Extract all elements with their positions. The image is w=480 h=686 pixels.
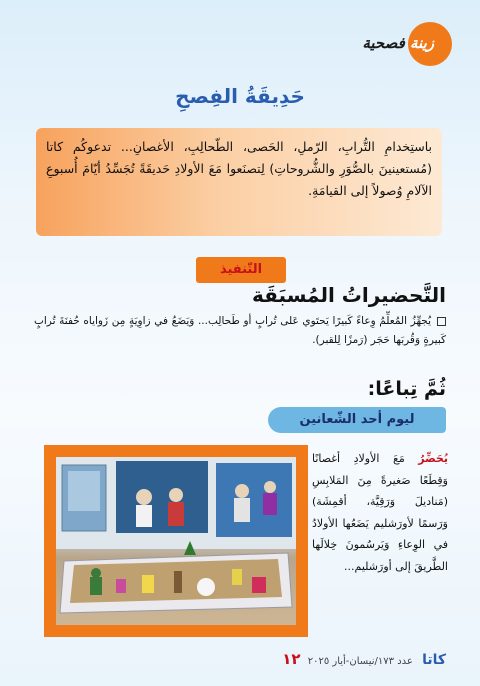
- prep-paragraph: [34, 312, 446, 350]
- prep-text: يُجهِّزُ المُعلِّمُ وِعاءً كَبيرًا يَحتَوي عَلى تُرابٍ أو طَحالِب... وَيَضَعُ في زاوِيَةٍ مِن زَواياه حُفنَةَ تُرابٍ كَبيرةٍ وَقُربَها حَجَر (رَمزًا لِلقبر).: [34, 315, 446, 346]
- garden-illustration: [56, 457, 296, 625]
- then-heading: ثُمَّ تِباعًا:: [367, 378, 446, 400]
- page-number: ١٢: [282, 650, 301, 668]
- paragraph-text: مَعَ الأولادِ أغصانًا وَقِطَعًا صَغيرةً مِنَ المَلابِسِ (مَناديلَ وَرَقِيَّة، أقمِشَة) وَرَسمًا لأورَشليم يَضَعُها الأولادُ في الوِعاءِ وَيَرسُمونَ خِلالَها الطَّريقَ إلى أورَشليم...: [312, 452, 448, 573]
- footer-brand: كاتا: [422, 652, 446, 668]
- magazine-badge: [302, 22, 452, 66]
- paragraph-lead: يُحَضِّرُ: [418, 452, 448, 465]
- footer-issue: عدد ١٧٣/نيسان-أيار ٢٠٢٥: [307, 656, 413, 667]
- garden-photo-frame: [44, 445, 308, 637]
- badge-word-1: زينة: [410, 34, 434, 52]
- badge-word-2: فصحية: [362, 34, 405, 52]
- page-footer: [282, 650, 446, 668]
- badge-text: [362, 34, 434, 52]
- garden-photo: [56, 457, 296, 625]
- page-title: حَدِيقَةُ الفِصحِ: [175, 84, 305, 108]
- palm-sunday-paragraph: [312, 448, 448, 577]
- section-tag: التّنفيذ: [196, 257, 286, 283]
- bullet-square-icon: [437, 317, 446, 326]
- palm-sunday-ribbon: ليوم أحد الشّعانين: [268, 407, 446, 433]
- prep-heading: التَّحضيراتُ المُسبَقَة: [252, 283, 446, 307]
- intro-box: باستِخدامِ التُّرابِ، الرّملِ، الحَصى، الطّحالِبِ، الأغصانِ... تدعوكُم كاتا (مُستعينينَ بالصُّوَرِ والشُّروحاتِ) لِتصنَعوا مَعَ الأولادِ حَديقَةً تُجَسِّدُ أيّامَ أُسبوعِ الآلامِ وُصولاً إلى القيامَةِ.: [36, 128, 442, 236]
